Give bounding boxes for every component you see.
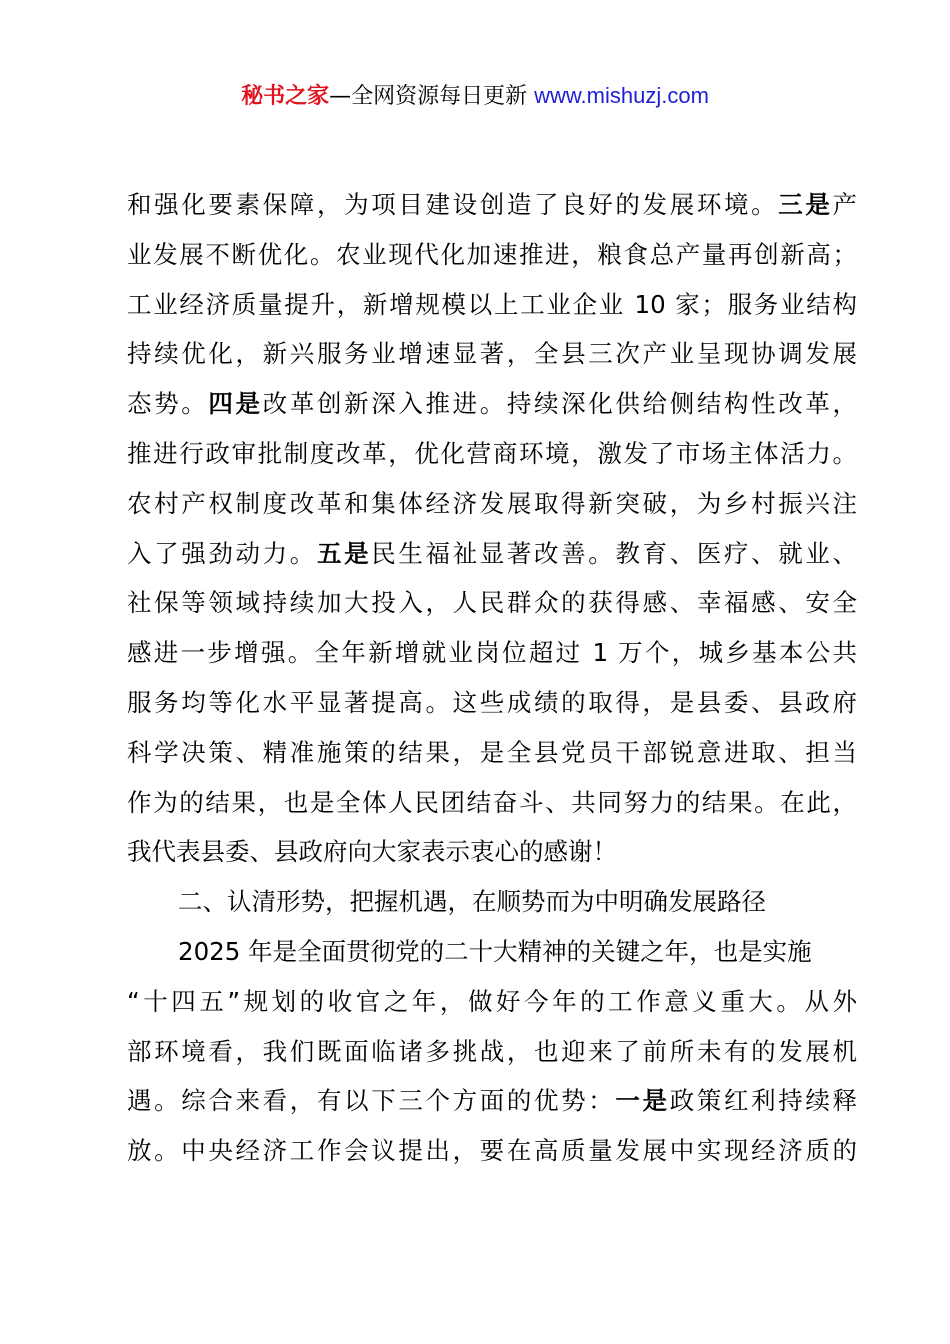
text-line: 遇。综合来看，有以下三个方面的优势：一是政策红利持续释 bbox=[127, 1086, 858, 1116]
text-line: 我代表县委、县政府向大家表示衷心的感谢！ bbox=[127, 837, 617, 867]
text-line: 部环境看，我们既面临诸多挑战，也迎来了前所未有的发展机 bbox=[127, 1036, 857, 1066]
section-heading: 二、认清形势，把握机遇，在顺势而为中明确发展路径 bbox=[178, 887, 766, 917]
text-line: 社保等领域持续加大投入，人民群众的获得感、幸福感、安全 bbox=[127, 588, 857, 618]
text-line: 作为的结果，也是全体人民团结奋斗、共同努力的结果。在此， bbox=[127, 787, 857, 817]
text-line: 推进行政审批制度改革，优化营商环境，激发了市场主体活力。 bbox=[127, 438, 857, 468]
website-link[interactable]: www.mishuzj.com bbox=[534, 83, 709, 108]
text-line: 入了强劲动力。五是民生福祉显著改善。教育、医疗、就业、 bbox=[127, 538, 858, 568]
text-line: 服务均等化水平显著提高。这些成绩的取得，是县委、县政府 bbox=[127, 687, 857, 717]
text-line: “十四五”规划的收官之年，做好今年的工作意义重大。从外 bbox=[127, 986, 857, 1016]
document-body bbox=[127, 180, 857, 1176]
text-line: 2025 年是全面贯彻党的二十大精神的关键之年，也是实施 bbox=[178, 936, 812, 966]
emphasis: 三是 bbox=[778, 190, 833, 219]
text-line: 业发展不断优化。农业现代化加速推进，粮食总产量再创新高； bbox=[127, 239, 857, 269]
text-line: 工业经济质量提升，新增规模以上工业企业 10 家；服务业结构 bbox=[127, 289, 857, 319]
text-line: 和强化要素保障，为项目建设创造了良好的发展环境。三是产 bbox=[127, 190, 858, 219]
text-line: 感进一步增强。全年新增就业岗位超过 1 万个，城乡基本公共 bbox=[127, 638, 857, 668]
text-line: 持续优化，新兴服务业增速显著，全县三次产业呈现协调发展 bbox=[127, 339, 857, 369]
text-line: 态势。四是改革创新深入推进。持续深化供给侧结构性改革， bbox=[127, 389, 858, 419]
text-line: 农村产权制度改革和集体经济发展取得新突破，为乡村振兴注 bbox=[127, 488, 857, 518]
emphasis: 一是 bbox=[615, 1086, 670, 1116]
brand-name: 秘书之家 bbox=[241, 84, 330, 109]
text-line: 科学决策、精准施策的结果，是全县党员干部锐意进取、担当 bbox=[127, 737, 857, 767]
document-header bbox=[0, 80, 950, 113]
emphasis: 四是 bbox=[208, 389, 263, 419]
emphasis: 五是 bbox=[316, 538, 372, 568]
text-line: 放。中央经济工作会议提出，要在高质量发展中实现经济质的 bbox=[127, 1136, 857, 1166]
header-slogan: —全网资源每日更新 bbox=[329, 84, 528, 109]
